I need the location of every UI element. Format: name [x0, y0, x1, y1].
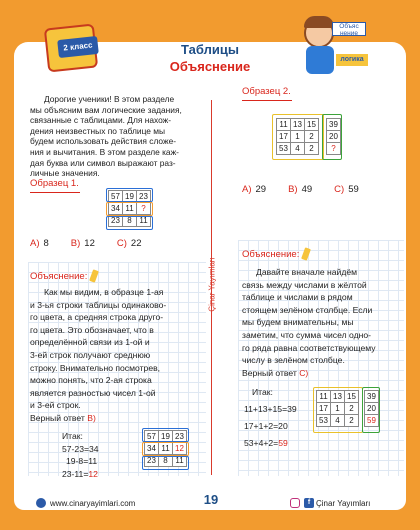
- instagram-icon[interactable]: [290, 498, 300, 508]
- correct-answer-line: [30, 412, 206, 425]
- correct-answer-label: Верный ответ: [242, 367, 297, 378]
- table-cell: 39: [365, 391, 379, 403]
- answer-letter: A): [242, 184, 252, 195]
- equation: [244, 437, 297, 450]
- equation: 17+1+2=20: [244, 421, 288, 431]
- table-cell: 13: [291, 119, 305, 131]
- table-cell: 57: [109, 191, 123, 203]
- table-cell: 11: [173, 455, 187, 467]
- side-label-text: Çinar Yayımları: [207, 257, 217, 312]
- table-cell: 53: [277, 143, 291, 155]
- table-cell: 1: [331, 403, 345, 415]
- equation-text: 23-11=: [62, 468, 89, 479]
- mascot-hair: [304, 16, 334, 28]
- table-cell: 23: [109, 215, 123, 227]
- equation: 11+13+15=39: [244, 404, 297, 414]
- answer-value: 8: [43, 238, 49, 249]
- sample1-row1-highlight: [106, 188, 153, 202]
- mascot-illustration: [296, 14, 368, 78]
- sample2-answers: [242, 184, 381, 195]
- equation: 57-23=34: [62, 443, 99, 454]
- explanation-line: 3-ей строк получают среднюю: [30, 349, 151, 360]
- mascot-body: [306, 46, 334, 74]
- page-title: [130, 42, 290, 74]
- explanation1-row1-highlight: [142, 428, 189, 442]
- correct-answer-value: B): [87, 412, 96, 423]
- table-cell: 23: [173, 431, 187, 443]
- table-cell: 2: [305, 131, 319, 143]
- explanation-line: является разностью чисел 1-ой: [30, 387, 156, 398]
- grade-badge: [28, 18, 116, 78]
- sample1-label: Образец 1.: [30, 178, 79, 189]
- explanation-line: стоящем зелёном столбце. Если: [242, 304, 373, 315]
- explanation1-heading: [30, 270, 97, 282]
- globe-icon: [36, 498, 46, 508]
- answer-value: 12: [84, 238, 95, 249]
- answer-letter: C): [116, 238, 127, 249]
- page-title-sub: Объяснение: [169, 59, 251, 74]
- answer-value: 49: [301, 184, 313, 195]
- explanation2-yellow-table-frame: [313, 387, 363, 433]
- table-cell: 23: [137, 191, 151, 203]
- social-handle[interactable]: Çinar Yayımları: [316, 498, 371, 508]
- table-cell: 34: [145, 443, 159, 455]
- intro-line: дения неизвестных по таблице мы: [30, 125, 166, 136]
- sample1-row3-highlight: [106, 216, 153, 230]
- table-cell-answer: 59: [365, 415, 379, 427]
- explanation2-result: [244, 386, 297, 450]
- explanation-line: можно понять, что 2-ая строка: [30, 375, 152, 386]
- explanation-line: Как мы видим, в образце 1-ая: [44, 287, 164, 297]
- intro-text: [30, 94, 206, 179]
- table-cell: 20: [327, 131, 341, 143]
- result-label: Итак:: [252, 387, 273, 397]
- table-cell: 11: [277, 119, 291, 131]
- answer-option[interactable]: [117, 238, 142, 249]
- table-cell-unknown: ?: [327, 143, 341, 155]
- sample1-answers: [30, 238, 163, 249]
- equation-result: 59: [278, 438, 288, 448]
- mascot-card-explanation: Объяс нение: [332, 22, 366, 36]
- explanation-line: го цвета. Это обозначает, что в: [30, 324, 154, 335]
- explanation1-label: Объяснение:: [30, 270, 88, 282]
- explanation1-row3-highlight: [142, 456, 189, 470]
- intro-line: мы объясним вам логические задания,: [30, 104, 182, 115]
- answer-option[interactable]: [288, 184, 312, 195]
- explanation-line: строку. Внимательно посмотрев,: [30, 362, 161, 373]
- answer-value: 29: [255, 184, 267, 195]
- footer-social[interactable]: [290, 498, 370, 508]
- explanation2-green-column-frame: [362, 387, 380, 433]
- explanation2-heading: [242, 248, 309, 260]
- table-cell: 39: [327, 119, 341, 131]
- sample1-underline: [30, 192, 80, 193]
- sample2-label: Образец 2.: [242, 86, 291, 97]
- facebook-icon[interactable]: f: [304, 498, 314, 508]
- table-cell: 17: [277, 131, 291, 143]
- answer-letter: B): [70, 238, 81, 249]
- explanation-line: заметим, что сумма чисел одно-: [242, 329, 371, 340]
- answer-option[interactable]: [334, 184, 359, 195]
- explanation-line: го ряда равна соответствующему: [242, 342, 376, 353]
- table-cell: 23: [145, 455, 159, 467]
- equation-text: 53+4+2=: [244, 438, 279, 448]
- explanation-line: числу в зелёном столбце.: [242, 355, 345, 366]
- table-cell: 11: [123, 203, 137, 215]
- answer-option[interactable]: [71, 238, 95, 249]
- answer-letter: C): [334, 184, 345, 195]
- answer-value: 59: [348, 184, 359, 195]
- table-cell: 1: [291, 131, 305, 143]
- explanation2-text: [242, 266, 404, 379]
- intro-line: дая буква или символ выражают раз-: [30, 157, 176, 168]
- table-cell: 4: [331, 415, 345, 427]
- table-cell: 17: [317, 403, 331, 415]
- table-cell: 19: [159, 431, 173, 443]
- correct-answer-value: C): [299, 367, 309, 378]
- sample2-underline: [242, 100, 292, 101]
- answer-letter: B): [288, 184, 298, 195]
- table-cell: 11: [159, 443, 173, 455]
- website-link[interactable]: www.cinaryayimlari.com: [50, 498, 136, 508]
- explanation-line: Давайте вначале найдём: [256, 267, 358, 277]
- mascot-card-logic: логика: [336, 54, 368, 66]
- explanation2-label: Объяснение:: [242, 248, 300, 260]
- table-cell: 2: [345, 403, 359, 415]
- correct-answer-label: Верный ответ: [30, 412, 85, 423]
- intro-line: связанные с таблицами. Для нахож-: [30, 115, 172, 126]
- sample2-yellow-table-frame: [272, 114, 324, 160]
- answer-option[interactable]: [242, 184, 266, 195]
- explanation-line: го цвета, а средняя строка друго-: [30, 312, 164, 323]
- table-cell: 13: [331, 391, 345, 403]
- sample1-row2-highlight: [106, 202, 153, 216]
- explanation1-text: [30, 286, 206, 425]
- table-cell: 57: [145, 431, 159, 443]
- sample2-green-column-frame: [322, 114, 342, 160]
- table-cell: 2: [305, 143, 319, 155]
- result-label: Итак:: [62, 431, 83, 441]
- table-cell-unknown: ?: [137, 203, 151, 215]
- table-cell-answer: 12: [173, 443, 187, 455]
- explanation-line: связь между числами в жёлтой: [242, 279, 367, 290]
- intro-line: Дорогие ученики! В этом разделе: [44, 94, 175, 104]
- page-number: 19: [203, 492, 219, 507]
- equation: [62, 468, 99, 481]
- intro-line: личные значения.: [30, 168, 100, 179]
- table-cell: 4: [291, 143, 305, 155]
- table-cell: 2: [345, 415, 359, 427]
- answer-value: 22: [130, 238, 142, 249]
- answer-letter: A): [30, 238, 40, 249]
- table-cell: 8: [123, 215, 137, 227]
- intro-line: ния и вычитания. В этом разделе каж-: [30, 146, 179, 157]
- explanation-line: мы будем внимательны, мы: [242, 317, 354, 328]
- table-cell: 20: [365, 403, 379, 415]
- explanation-line: таблице и числами в рядом: [242, 292, 353, 303]
- table-cell: 8: [159, 455, 173, 467]
- table-cell: 34: [109, 203, 123, 215]
- table-cell: 15: [305, 119, 319, 131]
- explanation1-result: [62, 430, 99, 480]
- explanation1-row2-highlight: [142, 442, 189, 456]
- equation: 19-8=11: [66, 456, 98, 467]
- page-title-main: Таблицы: [181, 42, 239, 57]
- answer-option[interactable]: [30, 238, 49, 249]
- table-cell: 11: [137, 215, 151, 227]
- explanation-line: и 3-ья строки таблицы одинаково-: [30, 299, 167, 310]
- table-cell: 19: [123, 191, 137, 203]
- explanation-line: определённой связи из 1-ой и: [30, 337, 150, 348]
- intro-line: будем использовать действия сложе-: [30, 136, 177, 147]
- table-cell: 15: [345, 391, 359, 403]
- footer-website[interactable]: [36, 498, 135, 508]
- table-cell: 11: [317, 391, 331, 403]
- explanation-line: и 3-ей строк.: [30, 400, 81, 411]
- equation-result: 12: [88, 468, 98, 479]
- table-cell: 53: [317, 415, 331, 427]
- correct-answer-line: [242, 367, 404, 380]
- grade-badge-label: 2 класс: [57, 36, 99, 58]
